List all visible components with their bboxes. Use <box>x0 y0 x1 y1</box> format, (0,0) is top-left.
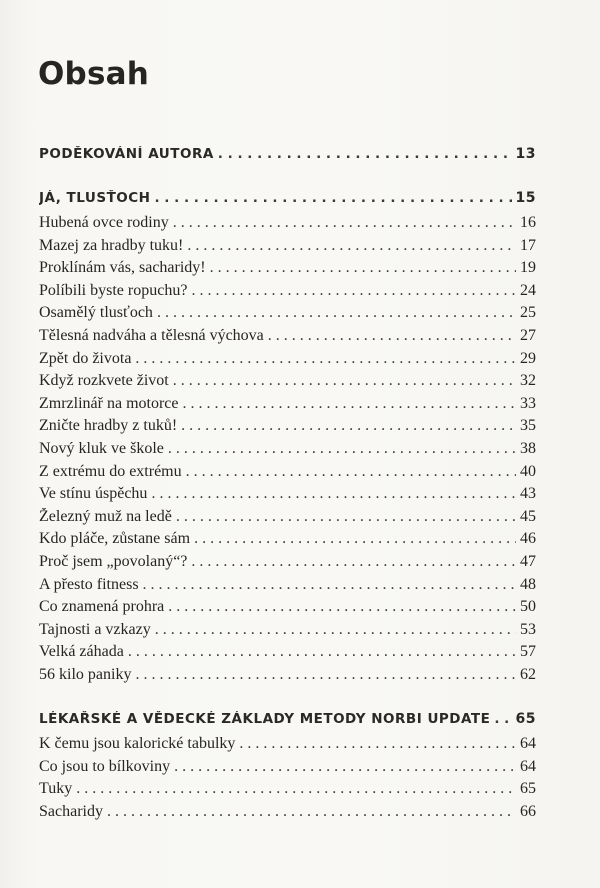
toc-entry-label: Proč jsem „povolaný“? <box>39 553 188 570</box>
dot-leader <box>186 463 516 481</box>
toc-entry-page-number: 50 <box>520 598 536 616</box>
toc-entry-label: Kdo pláče, zůstane sám <box>39 530 191 548</box>
toc-entry-label: Co jsou to bílkoviny <box>39 757 171 775</box>
toc-entry-label: Sacharidy <box>39 802 103 820</box>
toc-entry <box>39 576 536 594</box>
toc-entry-page-number: 40 <box>520 462 536 480</box>
toc-entry-label: Zmrzlinář na motorce <box>39 394 179 412</box>
toc-entry-label: K čemu jsou kalorické tabulky <box>39 735 236 752</box>
toc-entry-page-number: 27 <box>520 327 536 344</box>
toc-entry-page-number: 53 <box>520 620 536 638</box>
toc-entry <box>39 259 536 277</box>
page-title: Obsah <box>38 56 149 92</box>
toc-entry-page-number: 57 <box>520 643 536 661</box>
toc-entry-label: Hubená ovce rodiny <box>39 214 169 231</box>
toc-entry-page-number: 45 <box>520 507 536 525</box>
toc-entry-page-number: 24 <box>520 281 536 299</box>
toc-entry <box>39 327 536 345</box>
toc-entry-page-number: 46 <box>520 530 536 548</box>
dot-leader <box>239 735 516 753</box>
toc-entry-page-number: 17 <box>520 236 536 254</box>
toc-entry <box>39 735 536 753</box>
toc-entry <box>39 621 536 639</box>
toc-entry-page-number: 38 <box>520 440 536 457</box>
dot-leader <box>191 282 516 300</box>
toc-entry-label: Osamělý tlusťoch <box>39 304 153 322</box>
toc-entry <box>39 780 536 798</box>
toc-entry-label: Tělesná nadváha a tělesná výchova <box>39 327 264 344</box>
dot-leader <box>168 440 516 458</box>
dot-leader <box>173 214 516 232</box>
toc-entry-label: Proklínám vás, sacharidy! <box>39 259 206 277</box>
toc-entry <box>39 395 536 413</box>
dot-leader <box>187 237 516 255</box>
toc-entry-label: Z extrému do extrému <box>39 462 182 480</box>
toc-entry-label: Velká záhada <box>39 643 124 661</box>
dot-leader <box>154 190 511 206</box>
toc-entry-page-number: 32 <box>520 372 536 390</box>
toc-entry <box>39 643 536 661</box>
toc-section-heading-page-number: 13 <box>515 146 536 162</box>
toc-entry <box>39 417 536 435</box>
toc-section-heading-label: PODĚKOVÁNÍ AUTORA <box>39 146 214 162</box>
toc-entry <box>39 666 536 684</box>
toc-entry <box>39 463 536 481</box>
toc-entry <box>39 485 536 503</box>
toc-entry <box>39 598 536 616</box>
toc-section-heading <box>39 146 536 162</box>
toc-entry-page-number: 64 <box>520 757 536 775</box>
toc-section-heading-label: JÁ, TLUSŤOCH <box>39 190 151 206</box>
toc-entry-page-number: 16 <box>520 214 536 231</box>
toc-entry-label: Co znamená prohra <box>39 598 165 616</box>
toc-entry <box>39 803 536 821</box>
toc-entry <box>39 553 536 571</box>
toc-section-heading <box>39 190 536 206</box>
toc-entry-label: Políbili byste ropuchu? <box>39 281 188 299</box>
toc-entry <box>39 530 536 548</box>
toc-entry-page-number: 29 <box>520 349 536 367</box>
toc-entry-label: A přesto fitness <box>39 575 139 593</box>
toc-entry-label: Ve stínu úspěchu <box>39 485 148 503</box>
toc-entry-label: Zničte hradby z tuků! <box>39 417 178 435</box>
toc-entry-label: Železný muž na ledě <box>39 507 172 525</box>
toc-entry-label: Zpět do života <box>39 349 132 367</box>
dot-leader <box>173 372 516 390</box>
toc-entry-page-number: 19 <box>520 259 536 277</box>
dot-leader <box>218 146 512 162</box>
dot-leader <box>135 350 516 368</box>
dot-leader <box>174 758 516 776</box>
toc-section-heading-page-number: 65 <box>515 711 536 727</box>
toc-entry <box>39 304 536 322</box>
dot-leader <box>176 508 516 526</box>
toc-entry-page-number: 64 <box>520 735 536 752</box>
dot-leader <box>210 259 516 277</box>
dot-leader <box>183 395 517 413</box>
toc-entry-page-number: 65 <box>520 780 536 798</box>
dot-leader <box>194 530 516 548</box>
toc-entry-label: Nový kluk ve škole <box>39 440 164 457</box>
toc-entry <box>39 214 536 232</box>
toc-entry-page-number: 47 <box>520 553 536 570</box>
dot-leader <box>157 304 516 322</box>
toc-entry-page-number: 62 <box>520 666 536 683</box>
dot-leader <box>268 327 516 345</box>
dot-leader <box>191 553 516 571</box>
toc-entry <box>39 372 536 390</box>
toc-entry-page-number: 25 <box>520 304 536 322</box>
dot-leader <box>128 643 516 661</box>
toc-entry-page-number: 48 <box>520 575 536 593</box>
toc-entry <box>39 350 536 368</box>
toc-section-heading-page-number: 15 <box>515 190 536 206</box>
toc-entry-label: Tajnosti a vzkazy <box>39 620 151 638</box>
dot-leader <box>135 666 516 684</box>
toc-entry-page-number: 43 <box>520 485 536 503</box>
toc-entry-label: Mazej za hradby tuku! <box>39 236 184 254</box>
dot-leader <box>107 803 516 821</box>
toc-section-heading-label: LÉKAŘSKÉ A VĚDECKÉ ZÁKLADY METODY NORBI UPDATE <box>39 711 491 727</box>
toc-entry <box>39 440 536 458</box>
toc-entry-page-number: 66 <box>520 802 536 820</box>
toc-entry <box>39 282 536 300</box>
dot-leader <box>151 485 516 503</box>
toc-entry-label: 56 kilo paniky <box>39 666 132 683</box>
toc-entry-page-number: 35 <box>520 417 536 435</box>
toc-entry <box>39 508 536 526</box>
dot-leader <box>76 780 516 798</box>
dot-leader <box>155 621 516 639</box>
dot-leader <box>143 576 516 594</box>
dot-leader <box>181 417 516 435</box>
toc-section-heading <box>39 711 536 727</box>
toc-entry-label: Tuky <box>39 780 73 798</box>
dot-leader <box>494 711 511 727</box>
toc-entry-page-number: 33 <box>520 394 536 412</box>
toc-entry-label: Když rozkvete život <box>39 372 169 390</box>
toc-entry <box>39 237 536 255</box>
dot-leader <box>168 598 516 616</box>
toc-entry <box>39 758 536 776</box>
